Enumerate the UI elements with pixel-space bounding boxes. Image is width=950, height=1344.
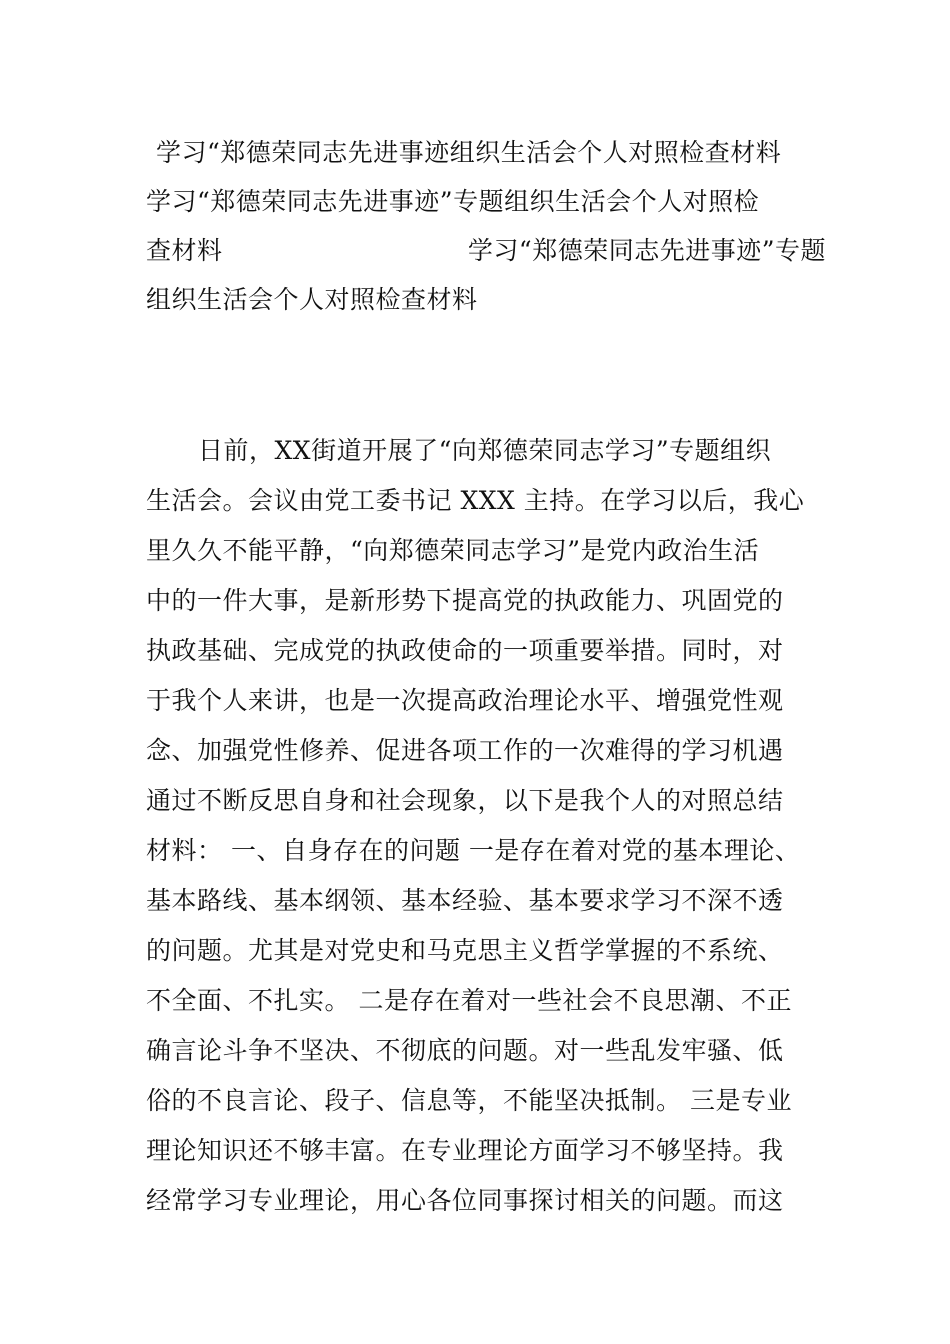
- body-line: 念、加强党性修养、促进各项工作的一次难得的学习机遇: [146, 736, 784, 765]
- heading-line: 学习“郑德荣同志先进事迹”专题组织生活会个人对照检: [146, 187, 760, 216]
- body-line: 俗的不良言论、段子、信息等，不能坚决抵制。 三是专业: [146, 1086, 792, 1115]
- body-line: 通过不断反思自身和社会现象，以下是我个人的对照总结: [146, 786, 784, 815]
- heading-line: 组织生活会个人对照检查材料: [146, 285, 478, 314]
- body-line: 日前，XX街道开展了“向郑德荣同志学习”专题组织: [198, 436, 772, 465]
- body-line: 理论知识还不够丰富。在专业理论方面学习不够坚持。我: [146, 1136, 784, 1165]
- heading-line: [146, 226, 826, 275]
- body-line: 不全面、不扎实。 二是存在着对一些社会不良思潮、不正: [146, 986, 792, 1015]
- body-line: 于我个人来讲，也是一次提高政治理论水平、增强党性观: [146, 686, 784, 715]
- body-line: 基本路线、基本纲领、基本经验、基本要求学习不深不透: [146, 886, 784, 915]
- body-line: 中的一件大事，是新形势下提高党的执政能力、巩固党的: [146, 586, 784, 615]
- body-line: 里久久不能平静，“向郑德荣同志学习”是党内政治生活: [146, 536, 760, 565]
- document-body: [146, 426, 826, 1226]
- body-line: 经常学习专业理论，用心各位同事探讨相关的问题。而这: [146, 1186, 784, 1215]
- heading-fragment: 查材料: [146, 236, 223, 265]
- heading-line: 学习“郑德荣同志先进事迹组织生活会个人对照检查材料: [156, 138, 782, 167]
- body-line: 确言论斗争不坚决、不彻底的问题。对一些乱发牢骚、低: [146, 1036, 784, 1065]
- body-line: 执政基础、完成党的执政使命的一项重要举措。同时，对: [146, 636, 784, 665]
- body-line: 材料： 一、自身存在的问题 一是存在着对党的基本理论、: [146, 836, 801, 865]
- document-heading: [146, 128, 826, 324]
- heading-fragment: 学习“郑德荣同志先进事迹”专题: [467, 236, 826, 265]
- body-line: 生活会。会议由党工委书记 XXX 主持。在学习以后，我心: [146, 486, 805, 515]
- body-line: 的问题。尤其是对党史和马克思主义哲学掌握的不系统、: [146, 936, 784, 965]
